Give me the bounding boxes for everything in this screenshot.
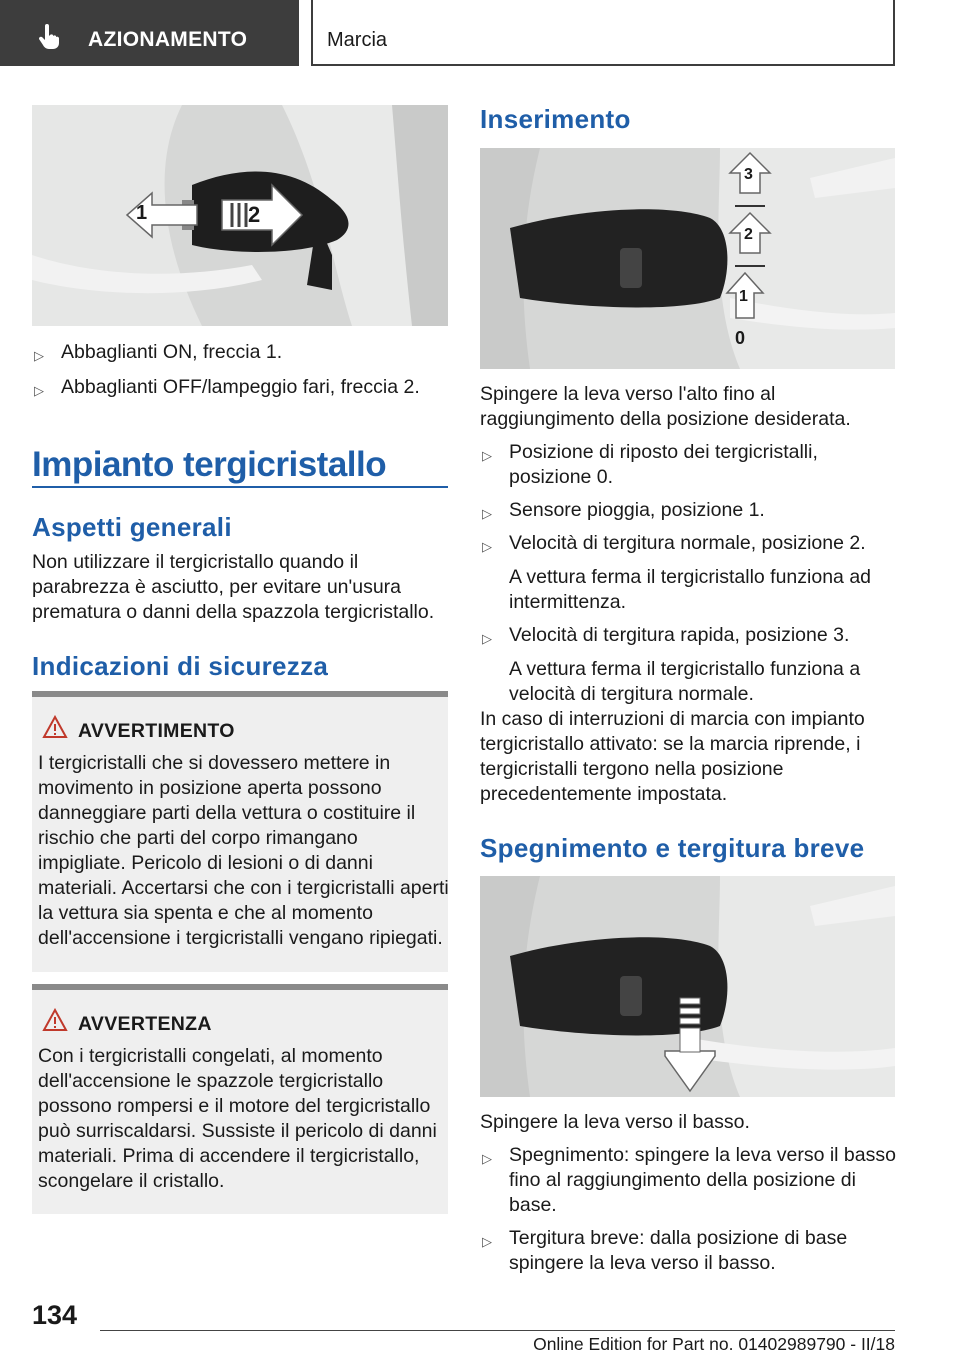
fig2-label-3: 3: [744, 166, 753, 183]
off-bullets: [480, 1143, 896, 1276]
breadcrumb[interactable]: [311, 0, 895, 66]
breadcrumb-label: Marcia: [327, 29, 388, 51]
footer-rule: [100, 1330, 895, 1331]
list-item: ▷ Abbaglianti ON, freccia 1.: [32, 340, 448, 365]
section-label: AZIONAMENTO: [88, 28, 248, 51]
list-item: ▷ Sensore pioggia, posizione 1.: [480, 498, 896, 523]
triangle-bullet-icon: ▷: [482, 1151, 492, 1166]
section-tab[interactable]: [0, 0, 299, 66]
triangle-bullet-icon: ▷: [34, 348, 44, 363]
lever-headlight-figure: [32, 105, 448, 326]
triangle-bullet-icon: ▷: [482, 631, 492, 646]
list-item: ▷ Velocità di tergitura rapida, posizione 3. A vettura ferma il tergicristallo funziona a velocità di tergitura normale.: [480, 623, 896, 707]
warning-title: AVVERTIMENTO: [78, 720, 235, 742]
hand-pointer-icon: [36, 24, 62, 50]
notice-text: Con i tergicristalli congelati, al momento dell'accensione le spazzole tergicristallo possono rompersi e il motore del tergicristallo può surriscaldarsi. Sussiste il pericolo di danni materiali. Prima di accendere il tergicristallo, scongelare il cristallo.: [38, 1045, 437, 1192]
triangle-bullet-icon: ▷: [482, 1234, 492, 1249]
notice-box: [32, 984, 448, 1214]
triangle-bullet-icon: ▷: [34, 383, 44, 398]
section-rule: [32, 486, 448, 488]
list-item: ▷ Spegnimento: spingere la leva verso il basso fino al raggiungimento della posizione di base.: [482, 1144, 896, 1216]
list-item-note: A vettura ferma il tergicristallo funziona ad intermittenza.: [509, 566, 872, 613]
triangle-bullet-icon: ▷: [482, 539, 492, 554]
list-item: ▷ Posizione di riposto dei tergicristalli, posizione 0.: [482, 441, 818, 488]
notice-title: AVVERTENZA: [78, 1013, 212, 1035]
fig2-label-0: 0: [735, 328, 746, 348]
off-text: Spingere la leva verso il basso.: [480, 1111, 750, 1133]
warning-box: [32, 691, 448, 972]
wiper-lever-down-figure: [480, 876, 895, 1097]
insert-title: Inserimento: [480, 104, 631, 134]
warning-triangle-icon: [42, 1008, 68, 1032]
insert-text: Spingere la leva verso l'alto fino al raggiungimento della posizione desiderata.: [480, 383, 851, 430]
insert-bullets: [480, 440, 896, 707]
interrupt-text: In caso di interruzioni di marcia con impianto tergicristallo attivato: se la marcia riprende, i tergicristalli tergono nella posizione precedentemente impostata.: [480, 708, 865, 805]
general-text: Non utilizzare il tergicristallo quando il parabrezza è asciutto, per evitare un'usura prematura o danni della spazzola tergicristallo.: [32, 551, 435, 623]
fig1-label-1: 1: [136, 202, 148, 224]
section-title: Impianto tergicristallo: [32, 445, 387, 484]
page-number: 134: [32, 1300, 78, 1330]
safety-title: Indicazioni di sicurezza: [32, 651, 329, 681]
triangle-bullet-icon: ▷: [482, 448, 492, 463]
warning-text: I tergicristalli che si dovessero mettere in movimento in posizione aperta possono danneggiare parti della vettura o costituire il rischio che parti del corpo rimangano impigliate. Pericolo di lesioni o di danni materiali. Accertarsi che con i tergicristalli aperti la vettura sia spenta e che al momento dell'accensione i tergicristalli vengano ripiegati.: [38, 752, 449, 949]
triangle-bullet-icon: ▷: [482, 506, 492, 521]
list-item: ▷ Tergitura breve: dalla posizione di base spingere la leva verso il basso.: [482, 1227, 848, 1274]
general-title: Aspetti generali: [32, 512, 232, 542]
headlight-bullets: [32, 340, 448, 400]
list-item: ▷ Abbaglianti OFF/lampeggio fari, freccia 2.: [32, 375, 448, 400]
list-item-note: A vettura ferma il tergicristallo funziona a velocità di tergitura normale.: [509, 658, 861, 705]
warning-triangle-icon: [42, 715, 68, 739]
wiper-lever-up-figure: [480, 148, 895, 369]
fig1-label-2: 2: [248, 202, 261, 227]
footer-edition: Online Edition for Part no. 01402989790 - II/18: [533, 1334, 895, 1354]
fig2-label-2: 2: [744, 226, 753, 243]
fig2-label-1: 1: [739, 288, 748, 305]
off-title: Spegnimento e tergitura breve: [480, 833, 865, 863]
list-item: ▷ Velocità di tergitura normale, posizione 2. A vettura ferma il tergicristallo funziona ad intermittenza.: [480, 531, 896, 615]
